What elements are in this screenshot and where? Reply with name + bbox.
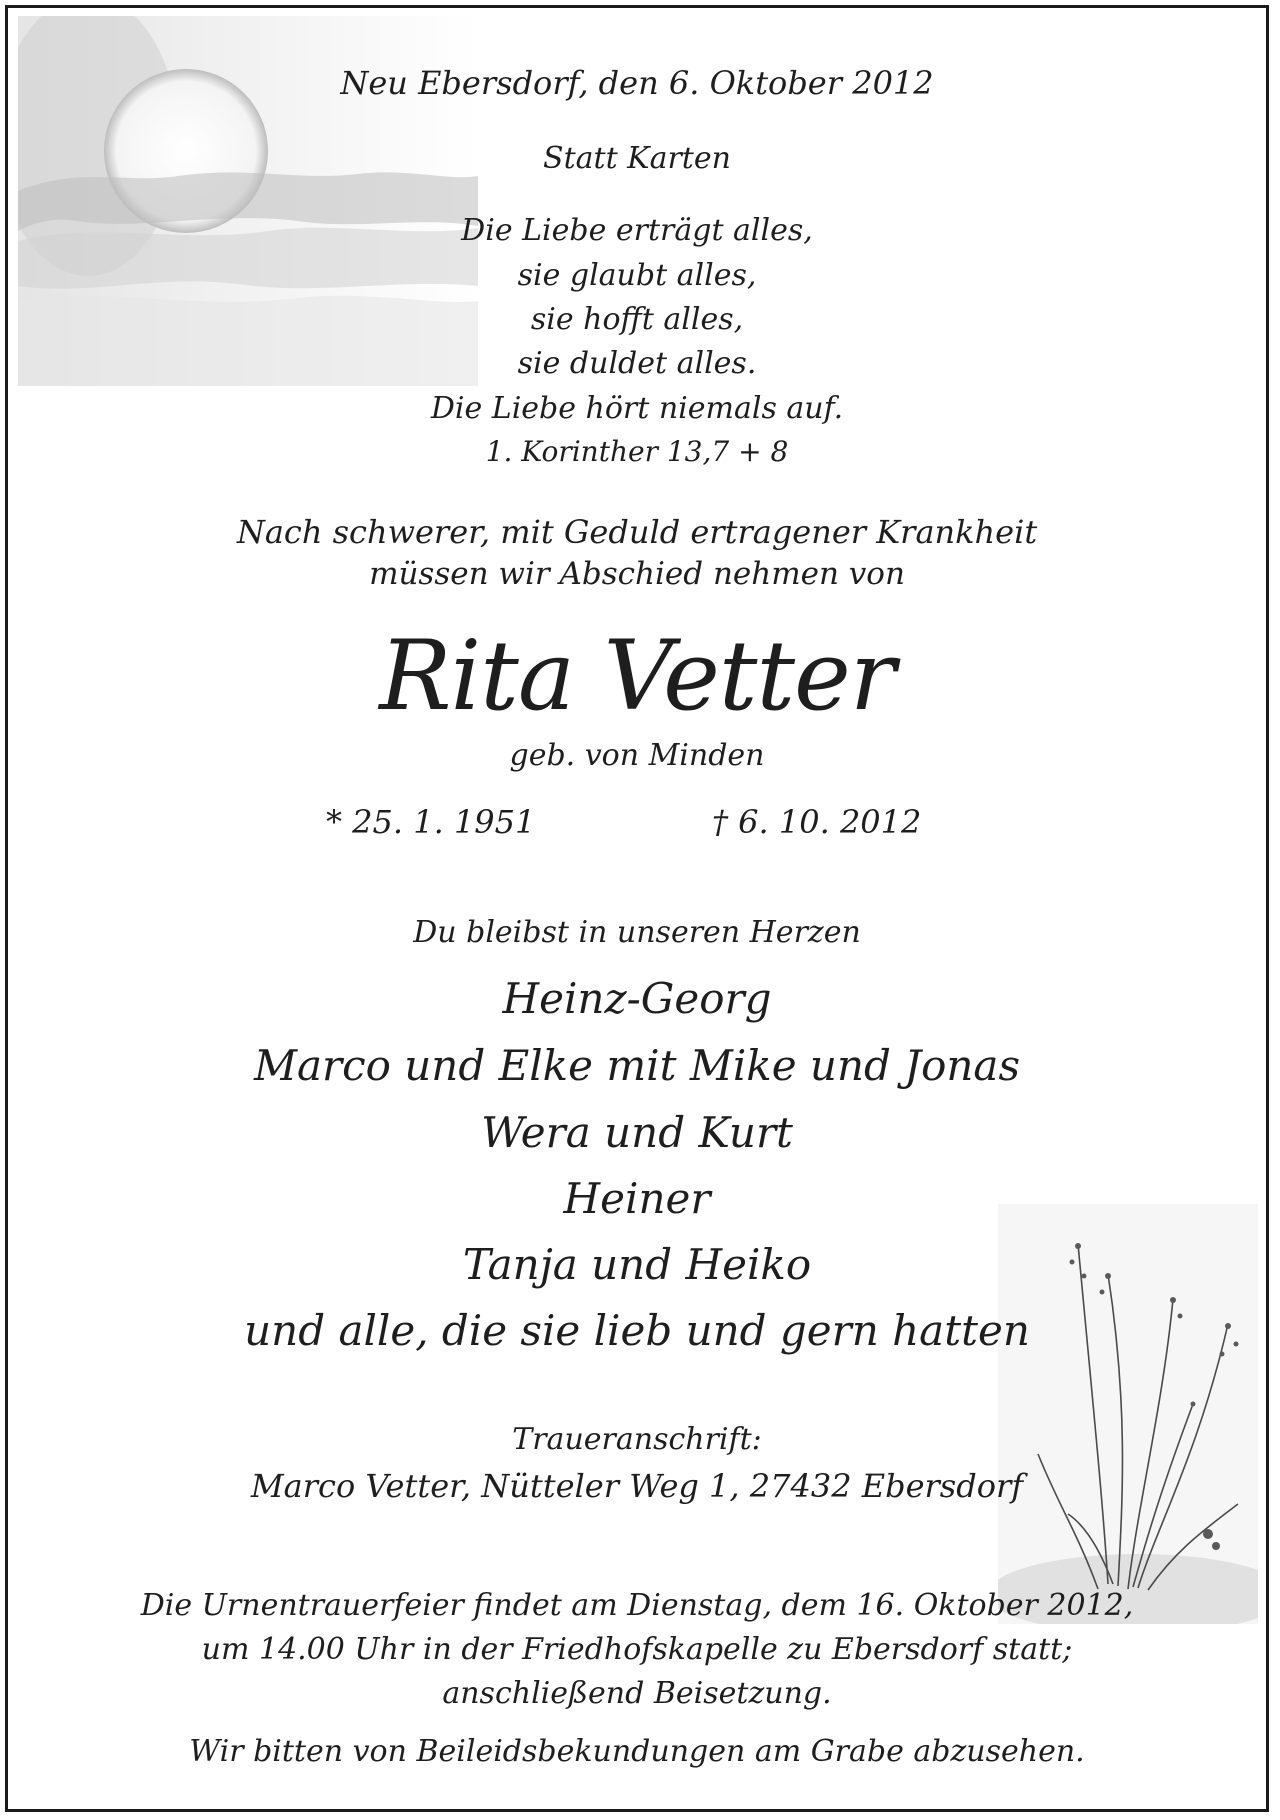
statt-karten: Statt Karten (543, 141, 731, 176)
death-date: † 6. 10. 2012 (712, 803, 922, 841)
mourner-name: Marco und Elke mit Mike und Jonas (253, 1041, 1021, 1090)
verse-line: Die Liebe erträgt alles, (461, 213, 813, 248)
life-dates (8, 803, 1266, 843)
mourner-name: und alle, die sie lieb und gern hatten (244, 1306, 1030, 1355)
ceremony-line: anschließend Beisetzung. (442, 1676, 832, 1711)
address-value: Marco Vetter, Nütteler Weg 1, 27432 Ebersdorf (250, 1467, 1024, 1505)
verse-line: sie glaubt alles, (517, 258, 757, 293)
verse-line: sie hofft alles, (530, 302, 744, 337)
mourner-name: Tanja und Heiko (462, 1240, 812, 1289)
mourner-name: Heiner (563, 1174, 711, 1223)
ceremony-line: Die Urnentrauerfeier findet am Dienstag, dem 16. Oktober 2012, (140, 1588, 1134, 1623)
birth-name: geb. von Minden (509, 738, 765, 773)
deceased-name: Rita Vetter (379, 620, 895, 732)
closing-line: Wir bitten von Beileidsbekundungen am Grabe abzusehen. (189, 1734, 1085, 1769)
mourners-heading: Du bleibst in unseren Herzen (413, 915, 861, 950)
verse-line: sie duldet alles. (517, 346, 757, 381)
address-label: Traueranschrift: (512, 1422, 762, 1457)
intro-line: müssen wir Abschied nehmen von (369, 556, 905, 592)
birth-date: * 25. 1. 1951 (326, 803, 536, 841)
ceremony-line: um 14.00 Uhr in der Friedhofskapelle zu Ebersdorf statt; (201, 1632, 1073, 1667)
verse-reference: 1. Korinther 13,7 + 8 (485, 435, 789, 468)
verse-line: Die Liebe hört niemals auf. (430, 391, 844, 426)
mourner-name: Heinz-Georg (502, 974, 772, 1023)
obituary-notice (5, 5, 1269, 1812)
intro-line: Nach schwerer, mit Geduld ertragener Krankheit (236, 513, 1038, 551)
mourner-name: Wera und Kurt (481, 1108, 793, 1157)
place-date: Neu Ebersdorf, den 6. Oktober 2012 (340, 64, 934, 102)
